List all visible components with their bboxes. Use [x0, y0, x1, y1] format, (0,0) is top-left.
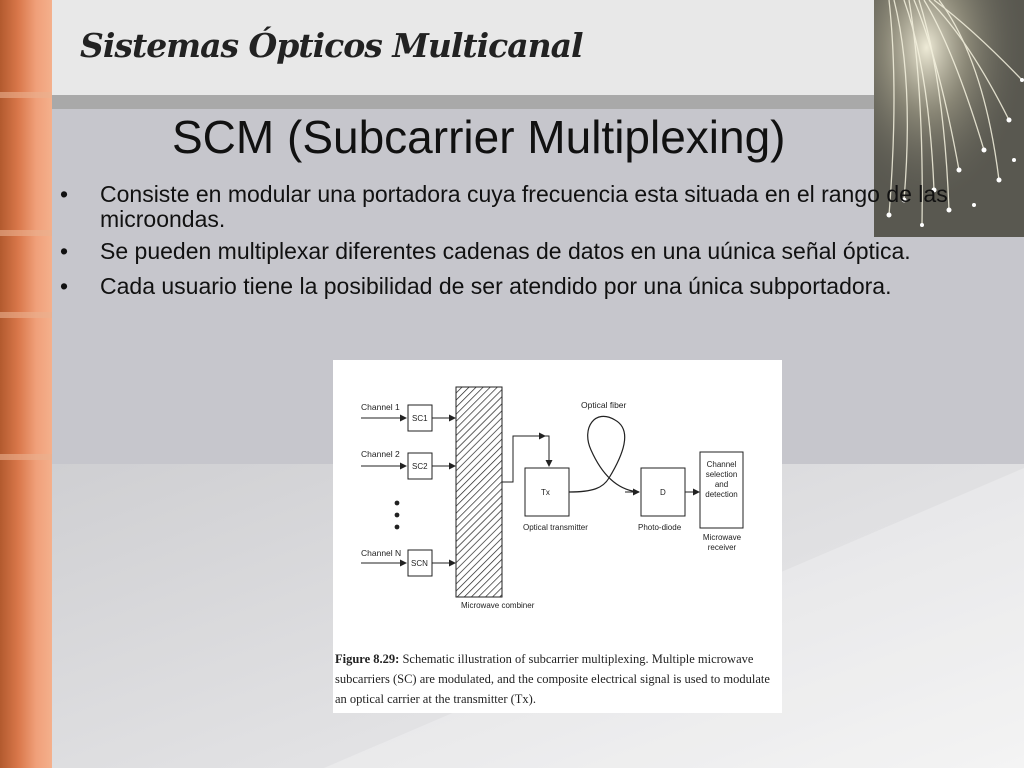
bar-stripe [0, 92, 52, 98]
channel-1-label: Channel 1 [361, 402, 400, 412]
microwave-combiner [456, 387, 502, 597]
d-label: D [660, 488, 666, 497]
bullet-item [60, 269, 960, 303]
receiver-caption: Microwave receiver [702, 533, 742, 552]
channel-n-label: Channel N [361, 548, 402, 558]
bullet-dot: • [60, 273, 69, 299]
channel-2-label: Channel 2 [361, 449, 400, 459]
bullet-dot: • [60, 181, 69, 207]
combiner-label: Microwave combiner [461, 601, 535, 610]
receiver-box-label: Channel selection and detection [705, 460, 738, 499]
fiber-label: Optical fiber [581, 400, 627, 410]
d-caption: Photo-diode [638, 523, 682, 532]
bar-stripe [0, 454, 52, 460]
scn-label: SCN [411, 559, 428, 568]
tx-caption: Optical transmitter [523, 523, 588, 532]
bar-stripe [0, 312, 52, 318]
bar-stripe [0, 230, 52, 236]
bullet-text: Consiste en modular una portadora cuya frecuencia esta situada en el rango de las microondas. [100, 181, 948, 232]
bullet-item [60, 239, 960, 264]
left-decorative-bar [0, 0, 52, 768]
slide-series-title: Sistemas Ópticos Multicanal [80, 26, 583, 65]
sc2-label: SC2 [412, 462, 428, 471]
scm-schematic-figure [333, 360, 782, 713]
figure-caption [335, 649, 780, 709]
figure-caption-text: Schematic illustration of subcarrier multiplexing. Multiple microwave subcarriers (SC) are modulated, and the composite electrical signal is used to modulate an optical carrier at the transmitter (Tx). [335, 652, 770, 706]
slide-heading: SCM (Subcarrier Multiplexing) [172, 111, 786, 163]
sc1-label: SC1 [412, 414, 428, 423]
bullet-list [60, 182, 960, 310]
bullet-dot: • [60, 238, 69, 264]
figure-caption-label: Figure 8.29: [335, 652, 400, 666]
bullet-text: Se pueden multiplexar diferentes cadenas de datos en una uúnica señal óptica. [100, 238, 911, 264]
bullet-text: Cada usuario tiene la posibilidad de ser atendido por una única subportadora. [100, 273, 892, 299]
tx-label: Tx [541, 488, 550, 497]
bullet-item [60, 182, 960, 232]
